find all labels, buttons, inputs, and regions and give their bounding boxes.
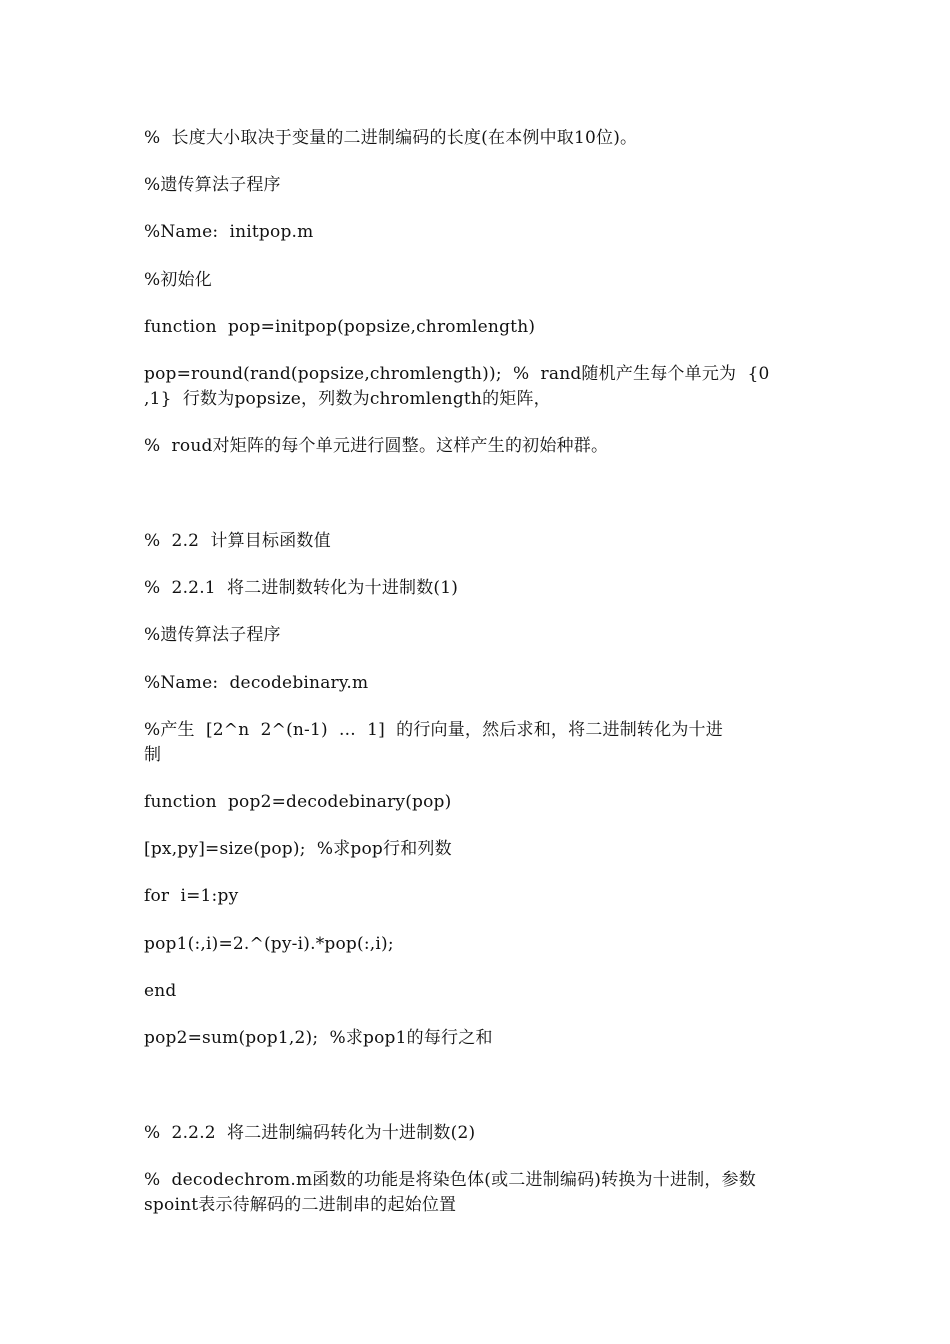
comment-line: % decodechrom.m函数的功能是将染色体(或二进制编码)转换为十进制，参数 spoint表示待解码的二进制串的起始位置 bbox=[144, 1170, 756, 1215]
code-line: function pop=initpop(popsize,chromlength) bbox=[144, 317, 536, 337]
comment-line: %初始化 bbox=[144, 270, 212, 290]
code-line: function pop2=decodebinary(pop) bbox=[144, 792, 452, 812]
comment-line: % 长度大小取决于变量的二进制编码的长度(在本例中取10位)。 bbox=[144, 128, 638, 148]
comment-line: % roud对矩阵的每个单元进行圆整。这样产生的初始种群。 bbox=[144, 436, 609, 456]
code-line: pop1(:,i)=2.^(py-i).*pop(:,i); bbox=[144, 934, 394, 954]
comment-line: %产生 [2^n 2^(n-1) ... 1] 的行向量，然后求和，将二进制转化为十进 制 bbox=[144, 720, 723, 765]
comment-heading: %遗传算法子程序 bbox=[144, 175, 281, 195]
section-heading: % 2.2.1 将二进制数转化为十进制数(1) bbox=[144, 578, 459, 598]
code-line: pop=round(rand(popsize,chromlength)); % rand随机产生每个单元为 {0 ,1} 行数为popsize，列数为chromlength的矩阵， bbox=[144, 364, 770, 409]
comment-filename: %Name: initpop.m bbox=[144, 222, 314, 242]
code-line: pop2=sum(pop1,2); %求pop1的每行之和 bbox=[144, 1028, 493, 1048]
code-line: end bbox=[144, 981, 177, 1001]
section-heading: % 2.2 计算目标函数值 bbox=[144, 531, 331, 551]
comment-filename: %Name: decodebinary.m bbox=[144, 673, 369, 693]
code-line: [px,py]=size(pop); %求pop行和列数 bbox=[144, 839, 452, 859]
comment-heading: %遗传算法子程序 bbox=[144, 625, 281, 645]
section-heading: % 2.2.2 将二进制编码转化为十进制数(2) bbox=[144, 1123, 476, 1143]
code-line: for i=1:py bbox=[144, 886, 239, 906]
